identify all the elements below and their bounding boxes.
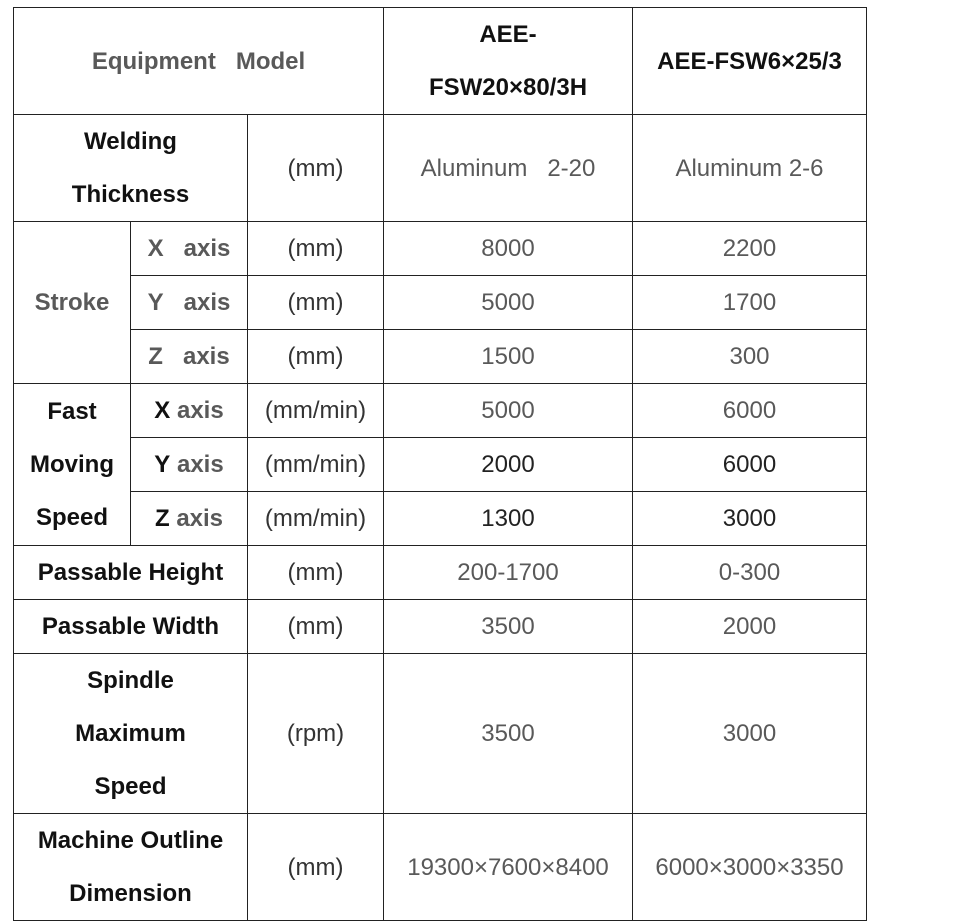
passable-width-unit: (mm) bbox=[248, 600, 384, 654]
spindle-max-speed-value-b: 3000 bbox=[633, 654, 867, 814]
passable-height-row bbox=[14, 546, 867, 600]
fast-speed-x-value-b: 6000 bbox=[633, 384, 867, 438]
fast-speed-y-value-a: 2000 bbox=[384, 438, 633, 492]
header-row bbox=[14, 8, 867, 115]
stroke-y-value-b: 1700 bbox=[633, 276, 867, 330]
fast-speed-x-row bbox=[14, 384, 867, 438]
stroke-y-value-a: 5000 bbox=[384, 276, 633, 330]
stroke-x-row bbox=[14, 222, 867, 276]
fast-speed-y-word: axis bbox=[176, 451, 224, 478]
header-model-b-label: AEE-FSW6×25/3 bbox=[657, 47, 842, 75]
header-model-a-line2: FSW20×80/3H bbox=[428, 74, 588, 101]
stroke-x-unit: (mm) bbox=[248, 222, 384, 276]
fast-speed-y-value-b: 6000 bbox=[633, 438, 867, 492]
fast-speed-y-unit: (mm/min) bbox=[248, 438, 384, 492]
spindle-label-line2: Maximum bbox=[75, 720, 186, 747]
fast-speed-x-word: axis bbox=[176, 397, 224, 424]
fast-speed-z-word: axis bbox=[176, 505, 224, 532]
fast-speed-x-value-a: 5000 bbox=[384, 384, 633, 438]
stroke-label: Stroke bbox=[14, 222, 131, 384]
stroke-z-letter: Z bbox=[148, 343, 163, 370]
spindle-max-speed-value-a: 3500 bbox=[384, 654, 633, 814]
passable-width-row bbox=[14, 600, 867, 654]
stroke-y-letter: Y bbox=[147, 289, 164, 316]
fast-speed-x-letter: X bbox=[154, 397, 171, 424]
fast-speed-z-letter: Z bbox=[154, 505, 170, 532]
machine-outline-value-b: 6000×3000×3350 bbox=[633, 814, 867, 921]
spindle-label-line1: Spindle bbox=[87, 667, 174, 694]
fast-speed-y-row bbox=[14, 438, 867, 492]
welding-thickness-unit: (mm) bbox=[248, 115, 384, 222]
welding-thickness-label-line1: Welding bbox=[84, 128, 177, 155]
passable-height-label: Passable Height bbox=[14, 546, 248, 600]
stroke-x-axis-label bbox=[131, 222, 248, 276]
fast-speed-x-unit: (mm/min) bbox=[248, 384, 384, 438]
fast-speed-z-unit: (mm/min) bbox=[248, 492, 384, 546]
fast-speed-y-letter: Y bbox=[154, 451, 171, 478]
equipment-spec-table bbox=[13, 7, 867, 921]
spindle-max-speed-label bbox=[14, 654, 248, 814]
stroke-x-word: axis bbox=[183, 235, 231, 262]
passable-height-value-b: 0-300 bbox=[633, 546, 867, 600]
stroke-x-value-b: 2200 bbox=[633, 222, 867, 276]
fast-moving-speed-label bbox=[14, 384, 131, 546]
stroke-y-word: axis bbox=[183, 289, 231, 316]
machine-outline-row bbox=[14, 814, 867, 921]
header-model-a-line1: AEE- bbox=[479, 21, 537, 48]
fast-moving-speed-label-line3: Speed bbox=[35, 504, 109, 531]
stroke-y-unit: (mm) bbox=[248, 276, 384, 330]
machine-outline-label bbox=[14, 814, 248, 921]
machine-outline-label-line1: Machine Outline bbox=[37, 827, 224, 854]
machine-outline-unit: (mm) bbox=[248, 814, 384, 921]
passable-width-value-b: 2000 bbox=[633, 600, 867, 654]
spindle-max-speed-unit: (rpm) bbox=[248, 654, 384, 814]
stroke-x-letter: X bbox=[147, 235, 164, 262]
welding-thickness-value-a: Aluminum 2-20 bbox=[384, 115, 633, 222]
stroke-z-unit: (mm) bbox=[248, 330, 384, 384]
fast-speed-y-axis-label bbox=[131, 438, 248, 492]
stroke-z-axis-label bbox=[131, 330, 248, 384]
machine-outline-label-line2: Dimension bbox=[69, 880, 192, 907]
spindle-label-line3: Speed bbox=[94, 773, 167, 800]
passable-height-unit: (mm) bbox=[248, 546, 384, 600]
spindle-speed-row bbox=[14, 654, 867, 814]
header-equipment-model-label: Equipment Model bbox=[91, 47, 306, 75]
fast-moving-speed-label-line1: Fast bbox=[47, 398, 97, 425]
fast-speed-z-axis-label bbox=[131, 492, 248, 546]
welding-thickness-row bbox=[14, 115, 867, 222]
stroke-x-value-a: 8000 bbox=[384, 222, 633, 276]
passable-height-value-a: 200-1700 bbox=[384, 546, 633, 600]
fast-speed-z-value-a: 1300 bbox=[384, 492, 633, 546]
header-equipment-model bbox=[14, 8, 384, 115]
stroke-z-value-a: 1500 bbox=[384, 330, 633, 384]
fast-moving-speed-label-line2: Moving bbox=[30, 451, 114, 478]
fast-speed-z-value-b: 3000 bbox=[633, 492, 867, 546]
passable-width-label: Passable Width bbox=[14, 600, 248, 654]
header-model-a bbox=[384, 8, 633, 115]
stroke-z-value-b: 300 bbox=[633, 330, 867, 384]
fast-speed-z-row bbox=[14, 492, 867, 546]
machine-outline-value-a: 19300×7600×8400 bbox=[384, 814, 633, 921]
passable-width-value-a: 3500 bbox=[384, 600, 633, 654]
stroke-z-word: axis bbox=[182, 343, 230, 370]
stroke-y-row bbox=[14, 276, 867, 330]
welding-thickness-label bbox=[14, 115, 248, 222]
welding-thickness-value-b: Aluminum 2-6 bbox=[633, 115, 867, 222]
stroke-y-axis-label bbox=[131, 276, 248, 330]
fast-speed-x-axis-label bbox=[131, 384, 248, 438]
header-model-b bbox=[633, 8, 867, 115]
stroke-z-row bbox=[14, 330, 867, 384]
welding-thickness-label-line2: Thickness bbox=[71, 181, 190, 208]
